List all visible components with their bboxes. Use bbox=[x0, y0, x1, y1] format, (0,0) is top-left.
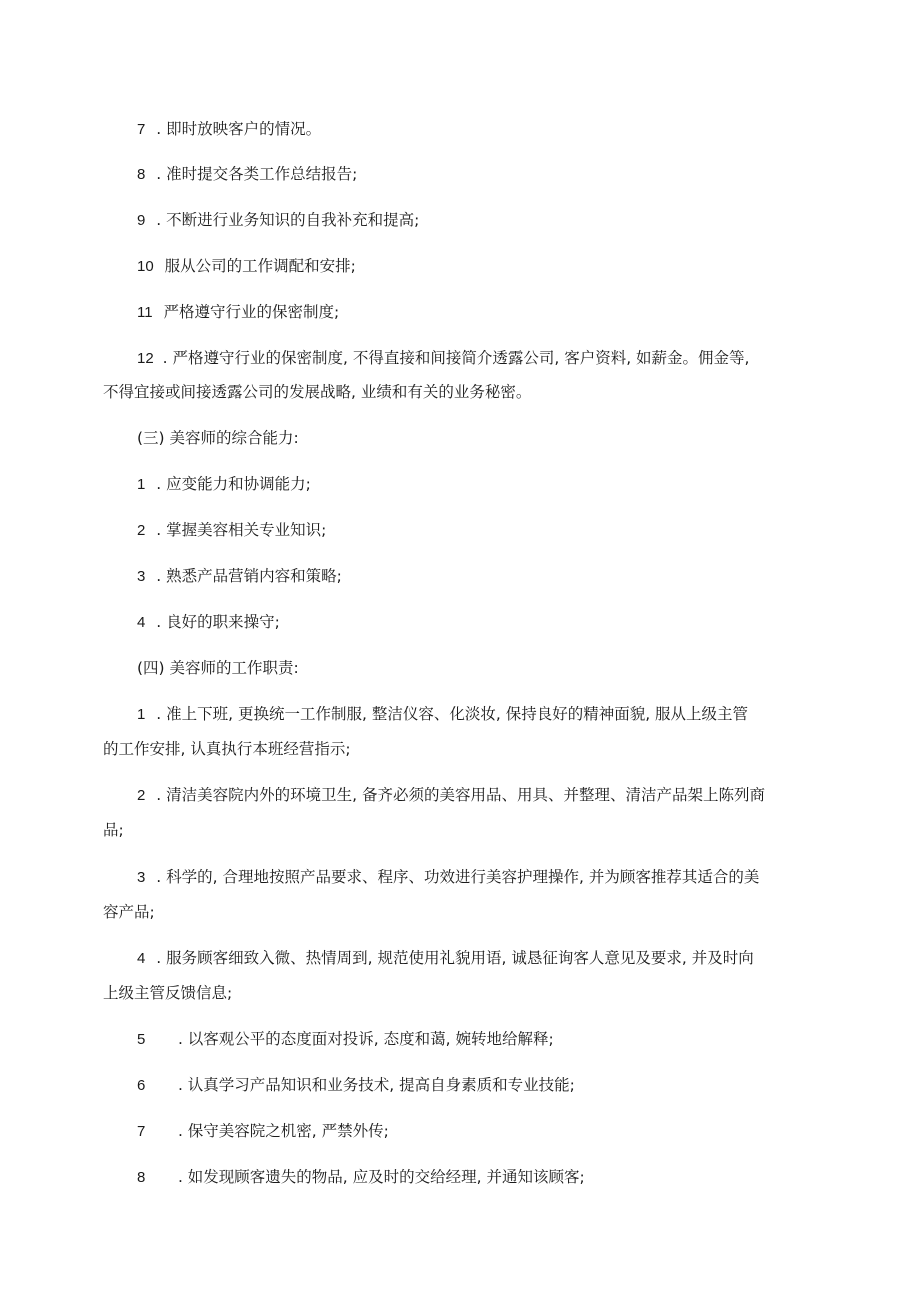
item-number: 1 bbox=[137, 476, 146, 493]
item-text: . 如发现顾客遗失的物品, 应及时的交给经理, 并通知该顾客; bbox=[177, 1168, 585, 1186]
item-text: . 服务顾客细致入微、热情周到, 规范使用礼貌用语, 诚恳征询客人意见及要求, 并及时向 bbox=[156, 949, 754, 967]
list-item bbox=[137, 562, 342, 591]
item-text: . 不断进行业务知识的自我补充和提高; bbox=[156, 211, 420, 229]
item-text: . 认真学习产品知识和业务技术, 提高自身素质和专业技能; bbox=[177, 1076, 575, 1094]
item-number: 8 bbox=[137, 1169, 146, 1186]
list-item bbox=[137, 252, 356, 281]
list-item bbox=[137, 1071, 575, 1100]
item-text: . 严格遵守行业的保密制度, 不得直接和间接简介透露公司, 客户资料, 如薪金。佣金等, bbox=[162, 349, 750, 367]
item-continuation: 上级主管反馈信息; bbox=[103, 984, 233, 1002]
item-text: . 应变能力和协调能力; bbox=[156, 475, 311, 493]
item-continuation: 容产品; bbox=[103, 903, 155, 921]
section-heading: (三) 美容师的综合能力: bbox=[137, 429, 299, 447]
list-item bbox=[137, 298, 339, 327]
item-text: . 清洁美容院内外的环境卫生, 备齐必须的美容用品、用具、并整理、清洁产品架上陈列商 bbox=[156, 786, 765, 804]
item-text: 服从公司的工作调配和安排; bbox=[164, 257, 356, 275]
list-item bbox=[137, 470, 311, 499]
item-number: 6 bbox=[137, 1077, 146, 1094]
item-number: 11 bbox=[137, 304, 153, 321]
item-number: 10 bbox=[137, 258, 154, 275]
section-heading: (四) 美容师的工作职责: bbox=[137, 659, 299, 677]
item-number: 7 bbox=[137, 1123, 146, 1140]
item-number: 2 bbox=[137, 787, 146, 804]
item-number: 1 bbox=[137, 706, 146, 723]
list-item bbox=[137, 1025, 554, 1054]
item-number: 3 bbox=[137, 568, 146, 585]
item-text: . 科学的, 合理地按照产品要求、程序、功效进行美容护理操作, 并为顾客推荐其适合的美 bbox=[156, 868, 760, 886]
item-number: 2 bbox=[137, 522, 146, 539]
item-text: . 掌握美容相关专业知识; bbox=[156, 521, 327, 539]
list-item bbox=[137, 944, 754, 973]
item-number: 9 bbox=[137, 212, 146, 229]
list-item bbox=[137, 115, 321, 144]
item-text: . 保守美容院之机密, 严禁外传; bbox=[177, 1122, 389, 1140]
list-item bbox=[137, 781, 765, 810]
item-number: 7 bbox=[137, 121, 146, 138]
list-item bbox=[137, 160, 357, 189]
item-number: 8 bbox=[137, 166, 146, 183]
item-text: . 准时提交各类工作总结报告; bbox=[156, 165, 358, 183]
item-text: . 以客观公平的态度面对投诉, 态度和蔼, 婉转地给解释; bbox=[177, 1030, 554, 1048]
list-item bbox=[137, 700, 748, 729]
list-item bbox=[137, 516, 326, 545]
list-item bbox=[137, 206, 419, 235]
item-text: . 即时放映客户的情况。 bbox=[156, 120, 322, 138]
item-number: 3 bbox=[137, 869, 146, 886]
item-number: 4 bbox=[137, 950, 146, 967]
item-number: 12 bbox=[137, 350, 154, 367]
item-number: 5 bbox=[137, 1031, 146, 1048]
item-text: . 熟悉产品营销内容和策略; bbox=[156, 567, 342, 585]
item-number: 4 bbox=[137, 614, 146, 631]
item-text: 严格遵守行业的保密制度; bbox=[163, 303, 340, 321]
list-item bbox=[137, 344, 749, 373]
item-text: . 良好的职来操守; bbox=[156, 613, 280, 631]
item-continuation: 不得宜接或间接透露公司的发展战略, 业绩和有关的业务秘密。 bbox=[103, 383, 532, 401]
list-item bbox=[137, 608, 280, 637]
list-item bbox=[137, 1117, 389, 1146]
list-item bbox=[137, 863, 759, 892]
item-text: . 准上下班, 更换统一工作制服, 整洁仪容、化淡妆, 保持良好的精神面貌, 服从上级主管 bbox=[156, 705, 749, 723]
item-continuation: 的工作安排, 认真执行本班经营指示; bbox=[103, 740, 351, 758]
list-item bbox=[137, 1163, 585, 1192]
item-continuation: 品; bbox=[103, 821, 124, 839]
